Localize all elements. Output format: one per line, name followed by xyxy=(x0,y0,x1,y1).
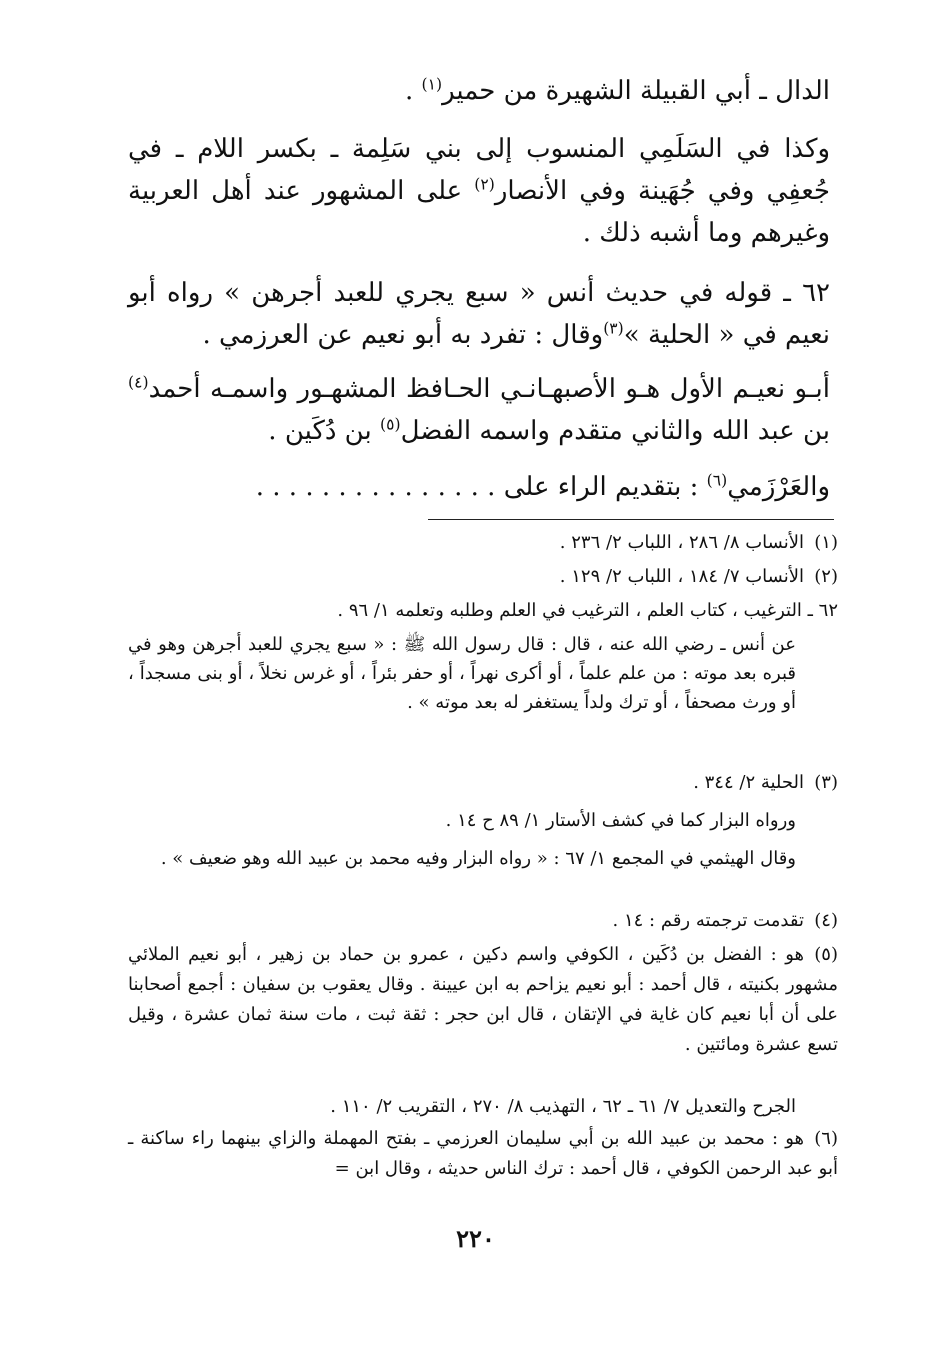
footnote-2-number: (٢) xyxy=(814,566,838,587)
paragraph-3-text-b: وقال : تفرد به أبو نعيم عن العرزمي . xyxy=(202,320,604,350)
footnote-4 xyxy=(128,906,838,936)
footnote-6 xyxy=(128,1124,838,1184)
paragraph-4-text-c: بن دُكَين . xyxy=(268,416,380,446)
footnote-ref-3: (٣) xyxy=(603,319,624,338)
paragraph-4-text-b: بن عبد الله والثاني متقدم واسمه الفضل xyxy=(400,416,830,446)
footnote-5-continuation xyxy=(128,1092,796,1122)
footnote-separator xyxy=(428,519,834,520)
footnote-4-number: (٤) xyxy=(814,910,838,931)
footnote-2-text: الأنساب ٧/ ١٨٤ ، اللباب ٢/ ١٢٩ . xyxy=(559,566,804,587)
footnote-ref-2: (٢) xyxy=(474,175,495,194)
paragraph-4 xyxy=(128,368,830,452)
footnote-6-number: (٦) xyxy=(814,1128,838,1149)
footnote-2 xyxy=(128,562,838,592)
paragraph-1-end: . xyxy=(404,76,422,106)
footnote-62 xyxy=(128,596,838,626)
footnote-62-text: ٦٢ ـ الترغيب ، كتاب العلم ، الترغيب في العلم وطلبه وتعلمه ١/ ٩٦ . xyxy=(337,600,838,621)
paragraph-5 xyxy=(128,466,830,508)
footnote-3 xyxy=(128,768,838,798)
paragraph-4-text-a: أبـو نعيـم الأول هـو الأصبهـانـي الحـافظ المشهـور واسمـه أحمد xyxy=(148,374,830,404)
footnote-3-number: (٣) xyxy=(814,772,838,793)
footnote-5-number: (٥) xyxy=(814,944,838,965)
footnote-1-text: الأنساب ٨/ ٢٨٦ ، اللباب ٢/ ٢٣٦ . xyxy=(559,532,804,553)
paragraph-2-text-b: على المشهور عند أهل العربية وغيرهم وما أشبه ذلك . xyxy=(128,176,830,248)
paragraph-5-text-a: والعَرْزَمي xyxy=(727,472,830,502)
paragraph-3 xyxy=(128,272,830,356)
footnote-1-number: (١) xyxy=(814,532,838,553)
footnote-3-cont-1-text: ورواه البزار كما في كشف الأستار ١/ ٨٩ ح ١٤ . xyxy=(445,810,796,831)
footnote-ref-1: (١) xyxy=(421,75,443,94)
footnote-ref-6: (٦) xyxy=(706,471,728,490)
footnote-ref-4: (٤) xyxy=(128,373,149,392)
footnote-5-text: هو : الفضل بن دُكَين ، الكوفي واسم دكين ، عمرو بن حماد بن زهير ، أبو نعيم الملائي مشهور بكنيته ، قال أحمد : أبو نعيم يزاحم به ابن عيينة . وقال يعقوب بن سفيان : أجمع أصحابنا على أن أبا نعيم كان غاية في الإتقان ، قال ابن حجر : ثقة ثبت ، مات سنة ثمان عشرة ، وقيل تسع عشرة ومائتين . xyxy=(128,944,838,1055)
paragraph-2 xyxy=(128,128,830,254)
footnote-62-continuation xyxy=(128,630,796,717)
page-number: ٢٢٠ xyxy=(456,1224,495,1253)
footnote-3-cont-2-text: وقال الهيثمي في المجمع ١/ ٦٧ : « رواه البزار وفيه محمد بن عبيد الله وهو ضعيف » . xyxy=(160,848,796,869)
paragraph-2-text-a: وكذا في السَلَمِي المنسوب إلى بني سَلِمة ـ بكسر اللام ـ في جُعفِي وفي جُهَينة وفي الأنصار xyxy=(128,134,830,206)
paragraph-5-text-b: : بتقديم الراء على . . . . . . . . . . . . . . . xyxy=(255,472,707,502)
footnote-1 xyxy=(128,528,838,558)
footnote-3-text: الحلية ٢/ ٣٤٤ . xyxy=(693,772,804,793)
footnote-4-text: تقدمت ترجمته رقم : ١٤ . xyxy=(612,910,804,931)
footnote-3-continuation-1 xyxy=(128,806,796,836)
paragraph-1-text: الدال ـ أبي القبيلة الشهيرة من حمير xyxy=(442,76,830,106)
footnote-62-cont-text: عن أنس ـ رضي الله عنه ، قال : قال رسول الله ﷺ : « سبع يجري للعبد أجرهن وهو في قبره بعد موته : من علم علماً ، أو أكرى نهراً ، أو حفر بئراً ، أو غرس نخلاً ، أو بنى مسجداً ، أو ورث مصحفاً ، أو ترك ولداً يستغفر له بعد موته » . xyxy=(128,634,796,713)
footnote-5-cont-text: الجرح والتعديل ٧/ ٦١ ـ ٦٢ ، التهذيب ٨/ ٢٧٠ ، التقريب ٢/ ١١٠ . xyxy=(330,1096,796,1117)
paragraph-3-text-a: ٦٢ ـ قوله في حديث أنس « سبع يجري للعبد أجرهن » رواه أبو نعيم في « الحلية » xyxy=(128,278,830,350)
footnote-ref-5: (٥) xyxy=(379,415,401,434)
paragraph-1 xyxy=(128,70,830,112)
footnote-3-continuation-2 xyxy=(128,844,796,874)
footnote-5 xyxy=(128,940,838,1060)
footnote-6-text: هو : محمد بن عبيد الله بن أبي سليمان العرزمي ـ بفتح المهملة والزاي بينهما راء ساكنة ـ أبو عبد الرحمن الكوفي ، قال أحمد : ترك الناس حديثه ، وقال ابن = xyxy=(128,1128,838,1179)
